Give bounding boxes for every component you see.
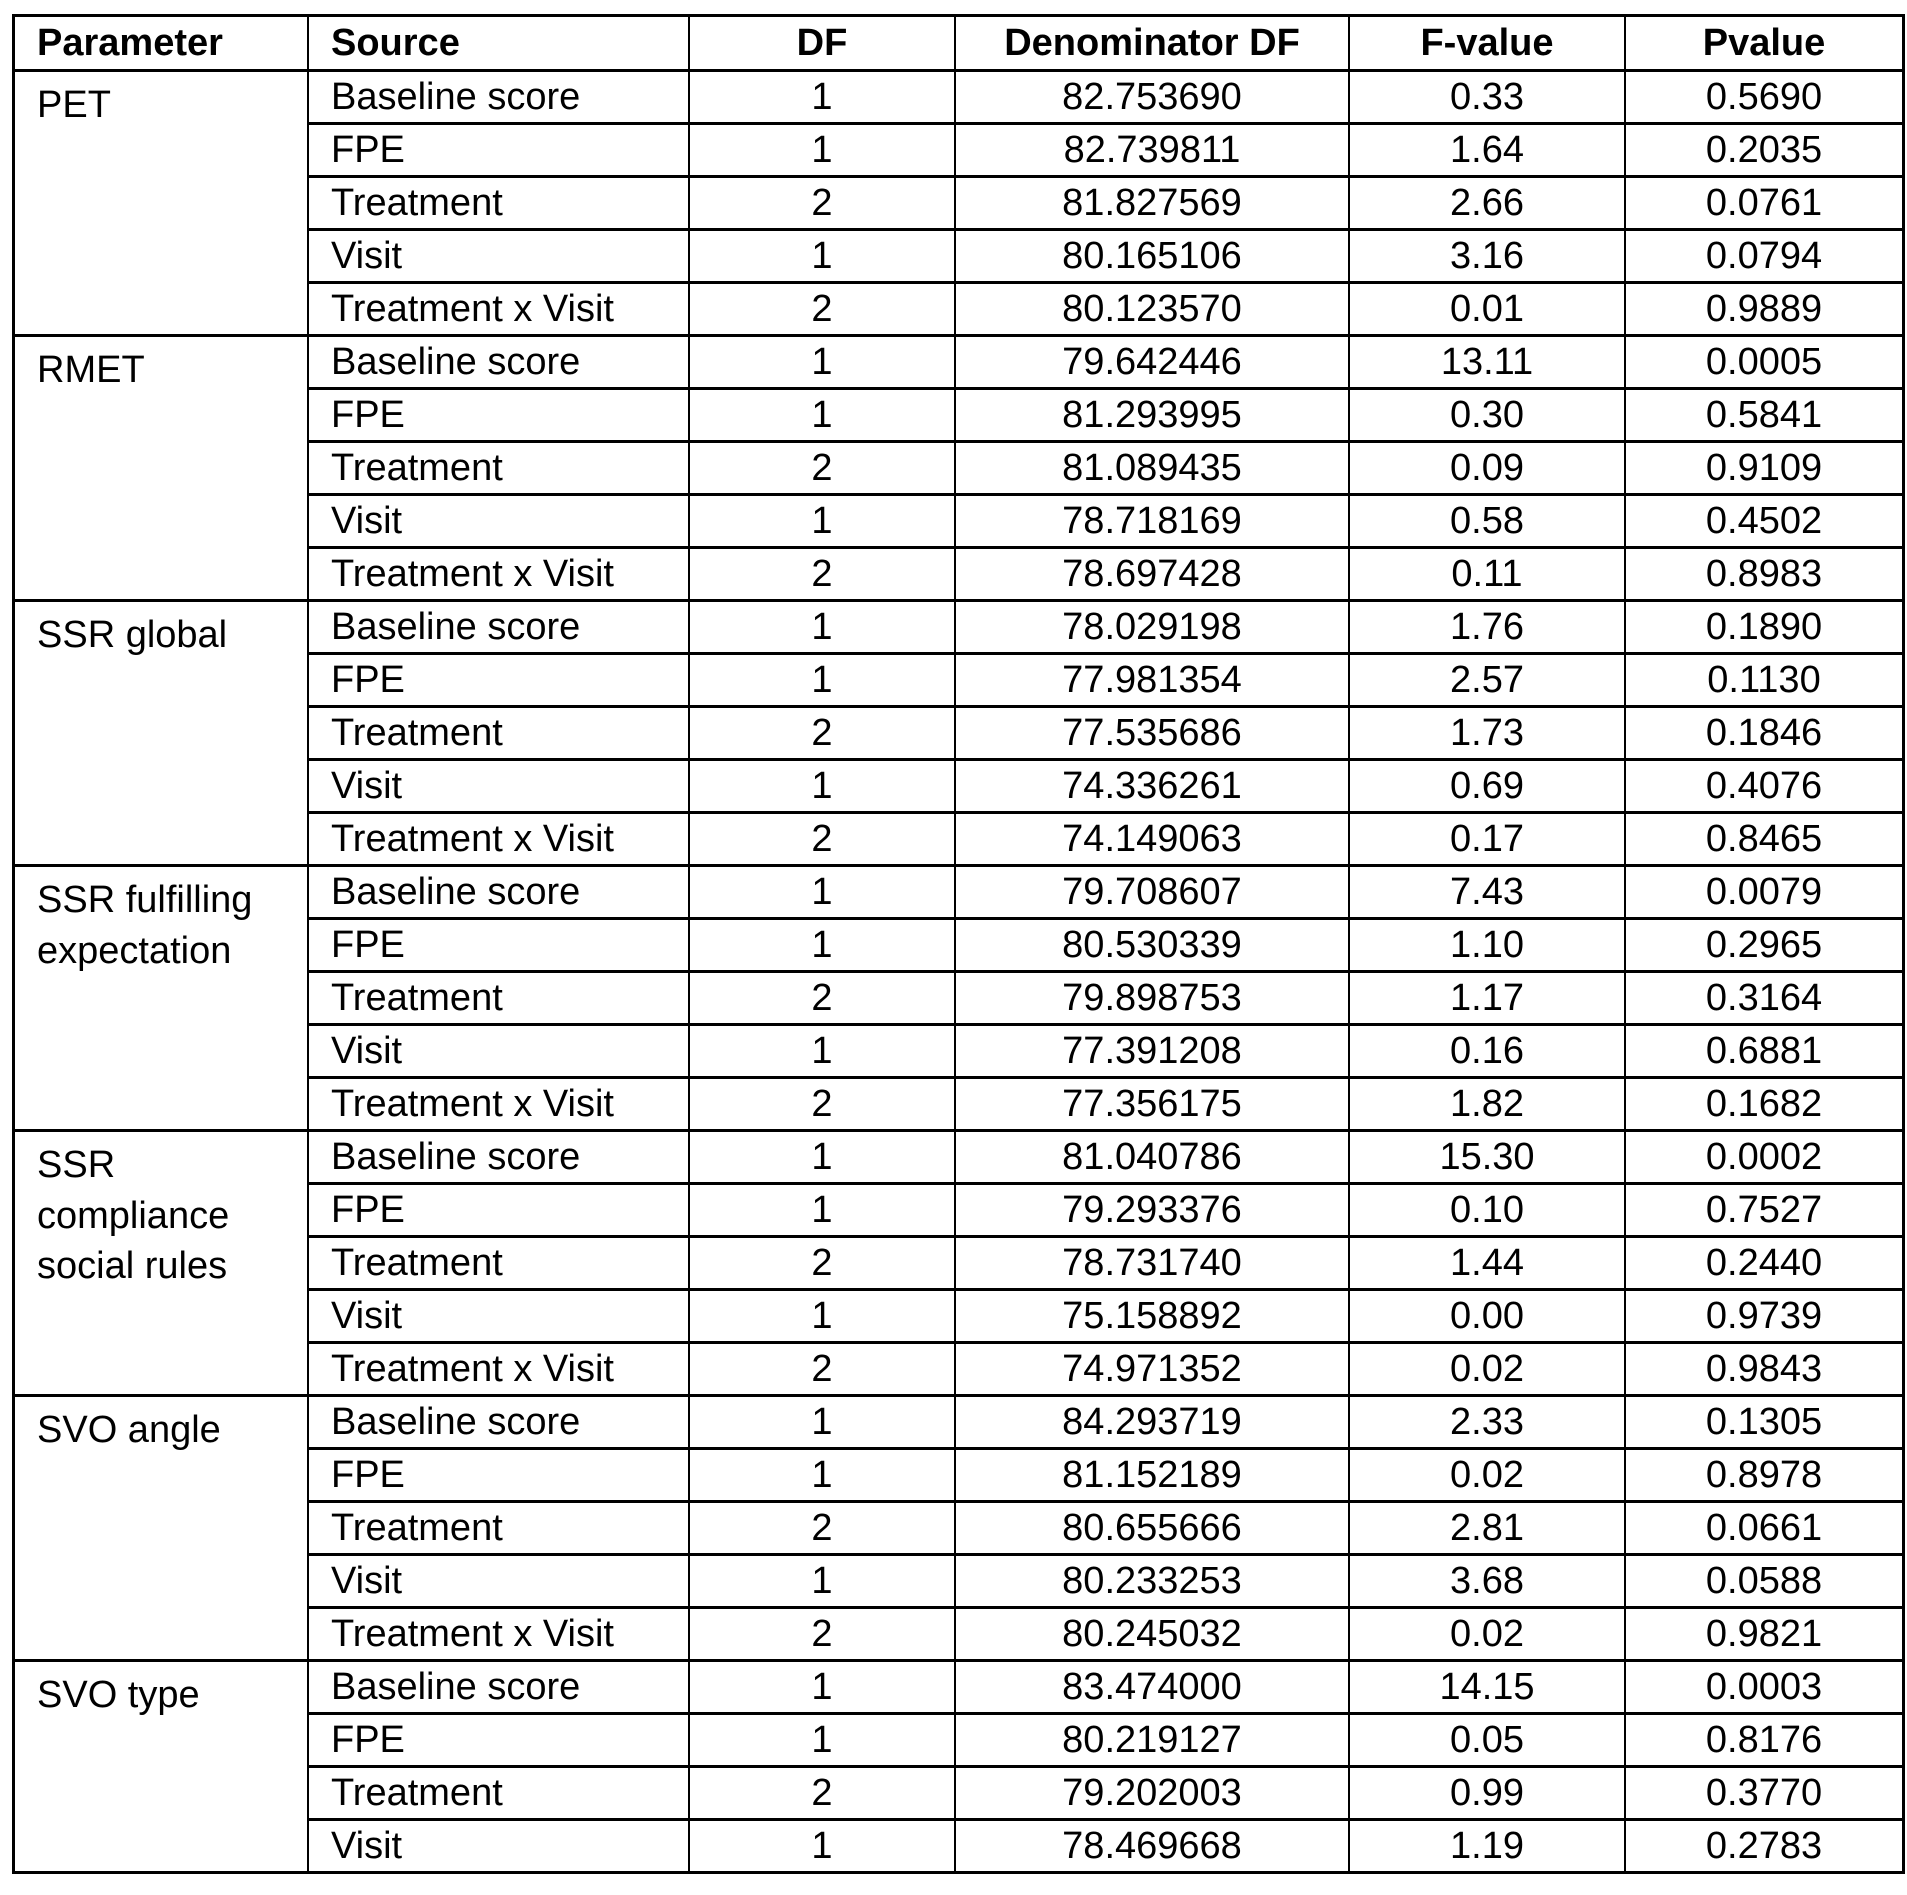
denominator-df-cell: 77.535686 xyxy=(955,707,1349,760)
denominator-df-cell: 78.697428 xyxy=(955,548,1349,601)
source-cell: Visit xyxy=(308,1025,689,1078)
f-value-cell: 3.68 xyxy=(1349,1555,1625,1608)
df-cell: 2 xyxy=(689,548,955,601)
denominator-df-cell: 81.089435 xyxy=(955,442,1349,495)
pvalue-cell: 0.2965 xyxy=(1625,919,1904,972)
table-row xyxy=(14,1131,1904,1184)
df-cell: 1 xyxy=(689,760,955,813)
pvalue-cell: 0.0661 xyxy=(1625,1502,1904,1555)
denominator-df-cell: 75.158892 xyxy=(955,1290,1349,1343)
source-cell: Visit xyxy=(308,1820,689,1873)
source-cell: Treatment x Visit xyxy=(308,1078,689,1131)
source-cell: FPE xyxy=(308,1714,689,1767)
df-cell: 1 xyxy=(689,1661,955,1714)
source-cell: Visit xyxy=(308,1555,689,1608)
denominator-df-cell: 81.293995 xyxy=(955,389,1349,442)
df-cell: 2 xyxy=(689,707,955,760)
source-cell: Treatment x Visit xyxy=(308,1343,689,1396)
pvalue-cell: 0.0761 xyxy=(1625,177,1904,230)
pvalue-cell: 0.9889 xyxy=(1625,283,1904,336)
pvalue-cell: 0.9739 xyxy=(1625,1290,1904,1343)
denominator-df-cell: 79.708607 xyxy=(955,866,1349,919)
anova-results-table xyxy=(12,14,1905,1874)
denominator-df-cell: 74.336261 xyxy=(955,760,1349,813)
source-cell: Visit xyxy=(308,230,689,283)
column-header-df: DF xyxy=(689,16,955,71)
denominator-df-cell: 80.233253 xyxy=(955,1555,1349,1608)
f-value-cell: 0.33 xyxy=(1349,71,1625,124)
df-cell: 1 xyxy=(689,919,955,972)
f-value-cell: 13.11 xyxy=(1349,336,1625,389)
f-value-cell: 0.02 xyxy=(1349,1449,1625,1502)
f-value-cell: 0.01 xyxy=(1349,283,1625,336)
table-row xyxy=(14,1661,1904,1714)
source-cell: Treatment xyxy=(308,442,689,495)
df-cell: 2 xyxy=(689,1502,955,1555)
denominator-df-cell: 81.827569 xyxy=(955,177,1349,230)
pvalue-cell: 0.1682 xyxy=(1625,1078,1904,1131)
f-value-cell: 15.30 xyxy=(1349,1131,1625,1184)
df-cell: 2 xyxy=(689,1078,955,1131)
f-value-cell: 2.66 xyxy=(1349,177,1625,230)
pvalue-cell: 0.5690 xyxy=(1625,71,1904,124)
df-cell: 1 xyxy=(689,1555,955,1608)
column-header-f-value: F-value xyxy=(1349,16,1625,71)
source-cell: Visit xyxy=(308,495,689,548)
df-cell: 2 xyxy=(689,972,955,1025)
denominator-df-cell: 80.530339 xyxy=(955,919,1349,972)
denominator-df-cell: 79.898753 xyxy=(955,972,1349,1025)
source-cell: Baseline score xyxy=(308,336,689,389)
df-cell: 1 xyxy=(689,336,955,389)
df-cell: 1 xyxy=(689,389,955,442)
df-cell: 1 xyxy=(689,601,955,654)
f-value-cell: 0.11 xyxy=(1349,548,1625,601)
f-value-cell: 1.76 xyxy=(1349,601,1625,654)
parameter-cell: SSR fulfilling expectation xyxy=(14,866,309,1131)
source-cell: Treatment x Visit xyxy=(308,1608,689,1661)
df-cell: 1 xyxy=(689,1025,955,1078)
source-cell: Treatment xyxy=(308,707,689,760)
pvalue-cell: 0.8465 xyxy=(1625,813,1904,866)
denominator-df-cell: 84.293719 xyxy=(955,1396,1349,1449)
f-value-cell: 0.30 xyxy=(1349,389,1625,442)
f-value-cell: 1.19 xyxy=(1349,1820,1625,1873)
denominator-df-cell: 77.356175 xyxy=(955,1078,1349,1131)
denominator-df-cell: 80.245032 xyxy=(955,1608,1349,1661)
pvalue-cell: 0.1890 xyxy=(1625,601,1904,654)
pvalue-cell: 0.1305 xyxy=(1625,1396,1904,1449)
f-value-cell: 1.82 xyxy=(1349,1078,1625,1131)
table-row xyxy=(14,71,1904,124)
denominator-df-cell: 82.739811 xyxy=(955,124,1349,177)
df-cell: 1 xyxy=(689,654,955,707)
source-cell: FPE xyxy=(308,124,689,177)
parameter-cell: SSR compliance social rules xyxy=(14,1131,309,1396)
pvalue-cell: 0.1846 xyxy=(1625,707,1904,760)
denominator-df-cell: 80.123570 xyxy=(955,283,1349,336)
denominator-df-cell: 79.202003 xyxy=(955,1767,1349,1820)
f-value-cell: 0.09 xyxy=(1349,442,1625,495)
source-cell: Visit xyxy=(308,1290,689,1343)
table-row xyxy=(14,1396,1904,1449)
df-cell: 1 xyxy=(689,495,955,548)
pvalue-cell: 0.1130 xyxy=(1625,654,1904,707)
pvalue-cell: 0.9821 xyxy=(1625,1608,1904,1661)
source-cell: Baseline score xyxy=(308,71,689,124)
denominator-df-cell: 80.219127 xyxy=(955,1714,1349,1767)
source-cell: Treatment xyxy=(308,1767,689,1820)
f-value-cell: 0.69 xyxy=(1349,760,1625,813)
source-cell: Treatment xyxy=(308,177,689,230)
df-cell: 1 xyxy=(689,1449,955,1502)
pvalue-cell: 0.8983 xyxy=(1625,548,1904,601)
f-value-cell: 1.73 xyxy=(1349,707,1625,760)
pvalue-cell: 0.3164 xyxy=(1625,972,1904,1025)
denominator-df-cell: 78.029198 xyxy=(955,601,1349,654)
pvalue-cell: 0.6881 xyxy=(1625,1025,1904,1078)
pvalue-cell: 0.4502 xyxy=(1625,495,1904,548)
source-cell: Treatment xyxy=(308,1502,689,1555)
pvalue-cell: 0.0002 xyxy=(1625,1131,1904,1184)
f-value-cell: 0.00 xyxy=(1349,1290,1625,1343)
source-cell: Treatment x Visit xyxy=(308,813,689,866)
column-header-parameter: Parameter xyxy=(14,16,309,71)
source-cell: Baseline score xyxy=(308,1131,689,1184)
f-value-cell: 2.57 xyxy=(1349,654,1625,707)
source-cell: FPE xyxy=(308,654,689,707)
f-value-cell: 0.02 xyxy=(1349,1608,1625,1661)
f-value-cell: 14.15 xyxy=(1349,1661,1625,1714)
pvalue-cell: 0.2035 xyxy=(1625,124,1904,177)
df-cell: 1 xyxy=(689,1131,955,1184)
pvalue-cell: 0.0588 xyxy=(1625,1555,1904,1608)
df-cell: 2 xyxy=(689,1608,955,1661)
source-cell: FPE xyxy=(308,389,689,442)
f-value-cell: 1.17 xyxy=(1349,972,1625,1025)
pvalue-cell: 0.9109 xyxy=(1625,442,1904,495)
denominator-df-cell: 80.655666 xyxy=(955,1502,1349,1555)
source-cell: Visit xyxy=(308,760,689,813)
denominator-df-cell: 81.152189 xyxy=(955,1449,1349,1502)
denominator-df-cell: 78.731740 xyxy=(955,1237,1349,1290)
df-cell: 2 xyxy=(689,177,955,230)
df-cell: 1 xyxy=(689,1396,955,1449)
table-body xyxy=(14,71,1904,1873)
pvalue-cell: 0.7527 xyxy=(1625,1184,1904,1237)
pvalue-cell: 0.2440 xyxy=(1625,1237,1904,1290)
source-cell: FPE xyxy=(308,919,689,972)
source-cell: Treatment xyxy=(308,1237,689,1290)
denominator-df-cell: 79.642446 xyxy=(955,336,1349,389)
pvalue-cell: 0.0794 xyxy=(1625,230,1904,283)
denominator-df-cell: 82.753690 xyxy=(955,71,1349,124)
pvalue-cell: 0.9843 xyxy=(1625,1343,1904,1396)
f-value-cell: 1.44 xyxy=(1349,1237,1625,1290)
parameter-cell: SVO type xyxy=(14,1661,309,1873)
column-header-source: Source xyxy=(308,16,689,71)
df-cell: 2 xyxy=(689,1237,955,1290)
table-row xyxy=(14,866,1904,919)
f-value-cell: 2.81 xyxy=(1349,1502,1625,1555)
pvalue-cell: 0.0003 xyxy=(1625,1661,1904,1714)
pvalue-cell: 0.5841 xyxy=(1625,389,1904,442)
pvalue-cell: 0.8978 xyxy=(1625,1449,1904,1502)
source-cell: Treatment x Visit xyxy=(308,548,689,601)
denominator-df-cell: 77.981354 xyxy=(955,654,1349,707)
f-value-cell: 0.05 xyxy=(1349,1714,1625,1767)
df-cell: 1 xyxy=(689,1820,955,1873)
df-cell: 1 xyxy=(689,866,955,919)
df-cell: 1 xyxy=(689,230,955,283)
source-cell: FPE xyxy=(308,1184,689,1237)
df-cell: 1 xyxy=(689,1714,955,1767)
denominator-df-cell: 80.165106 xyxy=(955,230,1349,283)
pvalue-cell: 0.3770 xyxy=(1625,1767,1904,1820)
f-value-cell: 3.16 xyxy=(1349,230,1625,283)
df-cell: 2 xyxy=(689,1767,955,1820)
denominator-df-cell: 81.040786 xyxy=(955,1131,1349,1184)
pvalue-cell: 0.2783 xyxy=(1625,1820,1904,1873)
f-value-cell: 2.33 xyxy=(1349,1396,1625,1449)
f-value-cell: 0.99 xyxy=(1349,1767,1625,1820)
column-header-denominator-df: Denominator DF xyxy=(955,16,1349,71)
parameter-cell: SSR global xyxy=(14,601,309,866)
source-cell: Treatment xyxy=(308,972,689,1025)
df-cell: 2 xyxy=(689,813,955,866)
source-cell: Baseline score xyxy=(308,866,689,919)
source-cell: Baseline score xyxy=(308,1661,689,1714)
pvalue-cell: 0.0005 xyxy=(1625,336,1904,389)
table-row xyxy=(14,601,1904,654)
parameter-cell: SVO angle xyxy=(14,1396,309,1661)
denominator-df-cell: 77.391208 xyxy=(955,1025,1349,1078)
f-value-cell: 0.17 xyxy=(1349,813,1625,866)
parameter-cell: RMET xyxy=(14,336,309,601)
df-cell: 1 xyxy=(689,1184,955,1237)
f-value-cell: 1.64 xyxy=(1349,124,1625,177)
f-value-cell: 0.10 xyxy=(1349,1184,1625,1237)
f-value-cell: 1.10 xyxy=(1349,919,1625,972)
source-cell: Baseline score xyxy=(308,601,689,654)
df-cell: 1 xyxy=(689,124,955,177)
denominator-df-cell: 83.474000 xyxy=(955,1661,1349,1714)
source-cell: Baseline score xyxy=(308,1396,689,1449)
df-cell: 2 xyxy=(689,1343,955,1396)
denominator-df-cell: 78.718169 xyxy=(955,495,1349,548)
pvalue-cell: 0.4076 xyxy=(1625,760,1904,813)
column-header-pvalue: Pvalue xyxy=(1625,16,1904,71)
denominator-df-cell: 79.293376 xyxy=(955,1184,1349,1237)
table-header-row xyxy=(14,16,1904,71)
parameter-cell: PET xyxy=(14,71,309,336)
df-cell: 1 xyxy=(689,71,955,124)
pvalue-cell: 0.0079 xyxy=(1625,866,1904,919)
f-value-cell: 7.43 xyxy=(1349,866,1625,919)
denominator-df-cell: 78.469668 xyxy=(955,1820,1349,1873)
denominator-df-cell: 74.971352 xyxy=(955,1343,1349,1396)
table-row xyxy=(14,336,1904,389)
denominator-df-cell: 74.149063 xyxy=(955,813,1349,866)
source-cell: FPE xyxy=(308,1449,689,1502)
df-cell: 2 xyxy=(689,442,955,495)
f-value-cell: 0.58 xyxy=(1349,495,1625,548)
df-cell: 2 xyxy=(689,283,955,336)
f-value-cell: 0.16 xyxy=(1349,1025,1625,1078)
source-cell: Treatment x Visit xyxy=(308,283,689,336)
df-cell: 1 xyxy=(689,1290,955,1343)
f-value-cell: 0.02 xyxy=(1349,1343,1625,1396)
pvalue-cell: 0.8176 xyxy=(1625,1714,1904,1767)
